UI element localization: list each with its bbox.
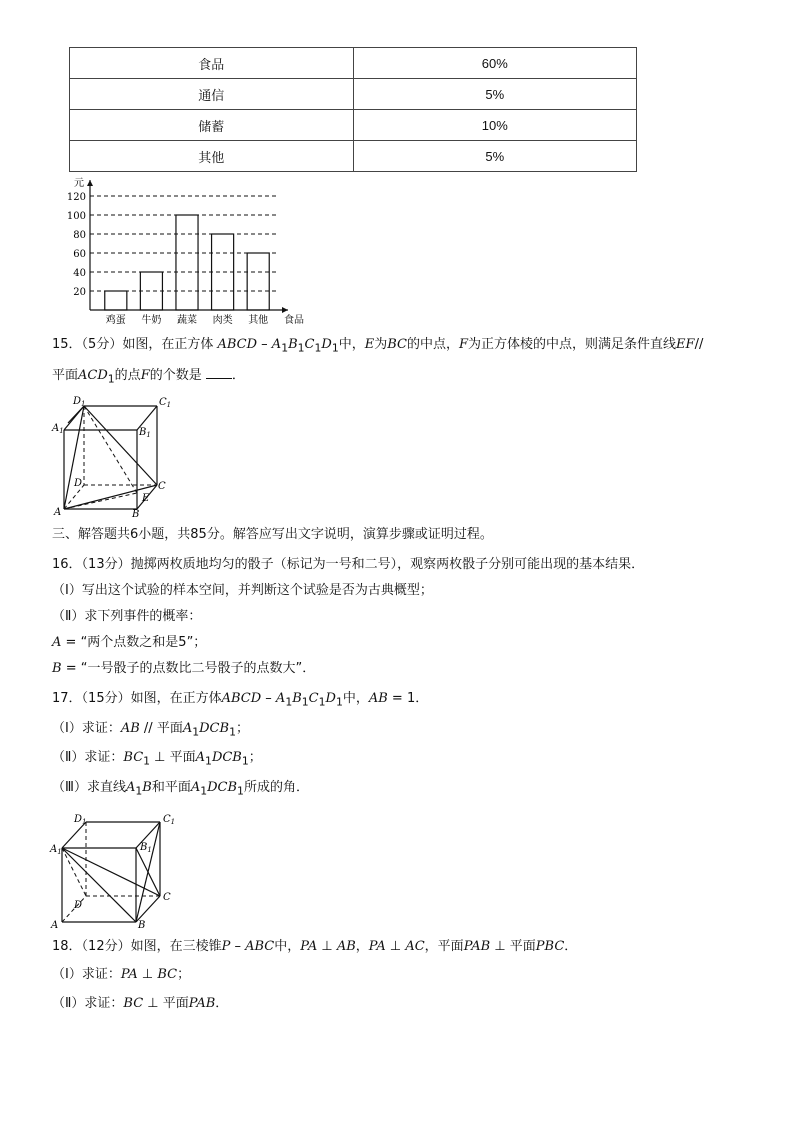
- percent-cell: 10%: [353, 110, 637, 141]
- percent-cell: 5%: [353, 141, 637, 172]
- q16-part2: （Ⅱ）求下列事件的概率：: [52, 609, 202, 624]
- svg-text:D: D: [74, 900, 83, 911]
- q17-part3: （Ⅲ）求直线$A_1B$和平面$A_1DCB_1$所成的角．: [52, 780, 309, 798]
- q15-line1: 15．（5分）如图，在正方体 ABCD – $A_1B_1C_1D_1$中，E为BC的中点，F为正方体棱的中点，则满足条件直线EF//: [52, 337, 704, 355]
- svg-text:D1: $D_1$: [73, 396, 86, 408]
- q16-event-a: A = “两个点数之和是5”；: [52, 635, 207, 650]
- section-3-heading: 三、解答题共6小题，共85分。解答应写出文字说明，演算步骤或证明过程。: [52, 527, 493, 542]
- y-tick-label: 60: [73, 249, 86, 260]
- x-tick-label: 蔬菜: [177, 315, 197, 326]
- table-row: [70, 48, 637, 79]
- svg-text:A: A: [51, 920, 59, 930]
- q18-stem: 18．（12分）如图，在三棱锥P – ABC中，PA ⊥ AB，PA ⊥ AC，平面PAB ⊥ 平面PBC．: [52, 939, 578, 954]
- q17-part1: （Ⅰ）求证：AB // 平面$A_1DCB_1$；: [52, 721, 249, 739]
- svg-text:C: C: [163, 892, 171, 903]
- svg-text:D1: $D_1$: [74, 814, 87, 826]
- q16-stem: 16．（13分）抛掷两枚质地均匀的骰子（标记为一号和二号），观察两枚骰子分别可能出现的基本结果．: [52, 557, 645, 572]
- svg-text:C: C: [158, 481, 166, 492]
- q18-part1: （Ⅰ）求证：PA ⊥ BC；: [52, 967, 191, 982]
- y-tick-label: 120: [66, 192, 86, 203]
- svg-text:A1: $A_1$: [52, 423, 64, 435]
- table-row: [70, 110, 637, 141]
- q17-part2: （Ⅱ）求证：$BC_1$ ⊥ 平面$A_1DCB_1$；: [52, 750, 262, 768]
- bar-chart: [60, 172, 310, 327]
- y-axis-arrow: [87, 180, 93, 186]
- cube-figure-q17: [48, 810, 183, 930]
- svg-text:B1: $B_1$: [140, 842, 152, 854]
- y-tick-label: 100: [66, 211, 86, 222]
- q15-number: 15．（5分）如图，在正方体: [52, 337, 214, 352]
- table-row: [70, 141, 637, 172]
- svg-text:C1: $C_1$: [159, 397, 172, 409]
- svg-text:B1: $B_1$: [139, 427, 151, 439]
- q15-line2: 平面$ACD_1$的点F的个数是 ．: [52, 368, 245, 386]
- item-cell: 储蓄: [70, 110, 354, 141]
- bar: [176, 215, 198, 310]
- y-tick-label: 20: [73, 287, 86, 298]
- svg-text:A: A: [54, 507, 62, 518]
- cube-figure-q15: [50, 393, 180, 518]
- item-cell: 通信: [70, 79, 354, 110]
- x-axis-arrow: [282, 307, 288, 313]
- bar: [247, 253, 269, 310]
- q18-part2: （Ⅱ）求证：BC ⊥ 平面PAB．: [52, 996, 229, 1011]
- q16-part1: （Ⅰ）写出这个试验的样本空间，并判断这个试验是否为古典概型；: [52, 583, 433, 598]
- x-tick-label: 其他: [248, 315, 269, 326]
- y-tick-label: 40: [73, 268, 86, 279]
- percent-cell: 5%: [353, 79, 637, 110]
- item-cell: 其他: [70, 141, 354, 172]
- expense-table: [69, 47, 637, 172]
- svg-text:C1: $C_1$: [163, 814, 176, 826]
- svg-text:D: D: [74, 478, 83, 489]
- x-tick-label: 牛奶: [141, 315, 162, 326]
- table-row: [70, 79, 637, 110]
- bar: [105, 291, 127, 310]
- svg-text:A1: $A_1$: [50, 844, 62, 856]
- q17-stem: 17．（15分）如图，在正方体ABCD – $A_1B_1C_1D_1$中，AB = 1．: [52, 691, 429, 709]
- svg-text:B: B: [132, 509, 140, 518]
- x-tick-label: 肉类: [212, 315, 233, 326]
- percent-cell: 60%: [353, 48, 637, 79]
- y-tick-label: 80: [73, 230, 86, 241]
- bar: [140, 272, 162, 310]
- svg-text:E: E: [142, 493, 150, 504]
- x-tick-label: 鸡蛋: [105, 315, 126, 326]
- x-axis-label: 食品: [284, 315, 304, 326]
- item-cell: 食品: [70, 48, 354, 79]
- y-axis-label: 元: [74, 178, 84, 189]
- svg-text:B: B: [138, 920, 146, 930]
- answer-blank: [206, 366, 232, 379]
- q16-event-b: B = “一号骰子的点数比二号骰子的点数大”．: [52, 661, 316, 676]
